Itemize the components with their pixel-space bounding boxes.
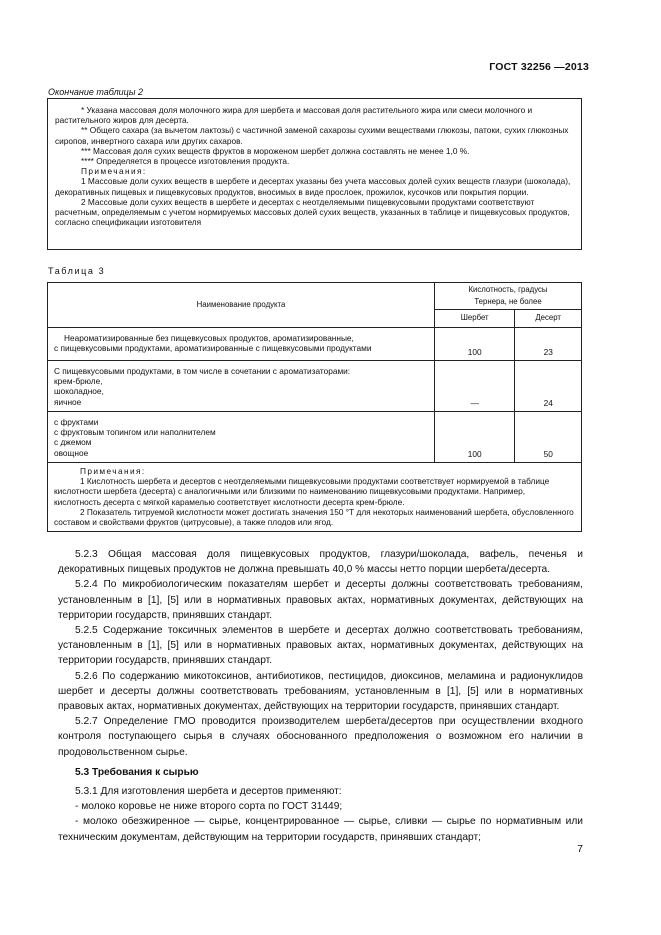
list-item: - молоко обезжиренное — сырье, концентрированное — сырье, сливки — сырье по нормативным или техническим документам, действующим на территории государств, принявших стандарт; [58,816,583,843]
header-dessert: Десерт [515,310,582,328]
row-line: С пищевкусовыми продуктами, в том числе в сочетании с ароматизаторами: [54,366,351,376]
sherbet-value: — [435,361,515,412]
row-line: шоколадное, [54,386,104,397]
note-1: 1 Кислотность шербета и десертов с неотделяемыми пищевкусовыми продуктами соответствует нормируемой в таблице кислотности шербета (десерта) с аналогичными или близкими по наименованию пищевкусовыми продуктами. Например, кислотность десерта с мягкой карамелью соответствует кислотности десерта крем-брюле. [54,476,550,507]
dessert-value: 50 [515,412,582,463]
table2-end-caption: Окончание таблицы 2 [48,87,143,97]
row-name [48,328,435,361]
note-2: 2 Массовые доли сухих веществ в шербете и десертах с неотделяемыми пищевкусовыми продуктами соответствуют расчетным, определяемым с учетом нормируемых массовых долей сухих веществ, указанных в таблице и пищевкусовых продуктов, согласно спецификации изготовителя [55,196,570,228]
paragraph-5-2-3: 5.2.3 Общая массовая доля пищевкусовых продуктов, глазури/шоколада, вафель, печенья и декоративных пищевых продуктов не должна превышать 40,0 % массы нетто порции шербета/десерта. [58,549,583,576]
row-line: с фруктами [54,417,99,427]
dessert-value: 24 [515,361,582,412]
footnote-2: ** Общего сахара (за вычетом лактозы) с частичной заменой сахарозы сухими веществами глюкозы, патоки, сухих глюкозных сиропов, инвертного сахара или других сахаров. [55,125,569,146]
table-row [48,361,582,412]
table3-caption: Таблица 3 [48,266,106,276]
header-product-name: Наименование продукта [48,283,435,328]
paragraph-5-3-1: 5.3.1 Для изготовления шербета и десертов применяют: [75,786,342,798]
list-item: - молоко коровье не ниже второго сорта по ГОСТ 31449; [75,801,343,813]
notes-title: Примечания: [81,166,147,177]
section-heading-5-3: 5.3 Требования к сырью [75,766,199,778]
table3 [47,282,582,532]
footnote-3: *** Массовая доля сухих веществ фруктов в мороженом шербет должна составлять не менее 1,0 %. [81,145,470,156]
dessert-value: 23 [515,328,582,361]
row-name [48,361,435,412]
row-line: Неароматизированные без пищевкусовых продуктов, ароматизированные, [64,333,354,343]
notes-title: Примечания: [80,466,146,476]
row-line: овощное [54,447,89,458]
table-row [48,328,582,361]
header-sherbet: Шербет [435,310,515,328]
paragraph-5-2-7: 5.2.7 Определение ГМО проводится производителем шербета/десертов при осуществлении входного контроля поступающего сырья в случаях обоснованного предположения о возможном его наличии в продовольственном сырье. [58,716,583,758]
header-acidity-line2: Тернера, не более [474,297,542,306]
standard-code-header: ГОСТ 32256 —2013 [489,61,589,73]
page-number: 7 [577,843,583,855]
paragraph-5-2-4: 5.2.4 По микробиологическим показателям шербет и десерты должны соответствовать требованиям, установленным в [1], [5] или в нормативных правовых актах, нормативных документах, действующих на территории государств, принявших стандарт. [58,579,583,621]
note-1: 1 Массовые доли сухих веществ в шербете и десертах указаны без учета массовых долей сухих веществ глазури (шоколада), декоративных пищевых и пищевкусовых продуктов, вносимых в виде прослоек, прожилок, кусочков или покрытия порции. [55,176,571,197]
row-line: с фруктовым топингом или наполнителем [54,427,216,438]
row-line: с пищевкусовыми продуктами, ароматизированные с пищевкусовыми продуктами [54,343,372,354]
row-line: яичное [54,396,82,407]
table2-footnotes-box [47,98,582,250]
paragraph-5-2-5: 5.2.5 Содержание токсичных элементов в шербете и десертах должно соответствовать требованиям, установленным в [1], [5] или в нормативных правовых актах, нормативных документах, действующих на территории государств, принявших стандарт. [58,625,583,667]
table-row [48,412,582,463]
body-text [58,547,583,845]
row-line: с джемом [54,437,92,448]
sherbet-value: 100 [435,328,515,361]
row-name [48,412,435,463]
note-2: 2 Показатель титруемой кислотности может достигать значения 150 °Т для некоторых наименований шербета, обусловленного составом и свойствами фруктов (цитрусовые), а также плодов или ягод. [54,506,574,528]
header-acidity-line1: Кислотность, градусы [468,285,548,294]
row-line: крем-брюле, [54,376,103,387]
sherbet-value: 100 [435,412,515,463]
header-acidity [435,283,582,310]
paragraph-5-2-6: 5.2.6 По содержанию микотоксинов, антибиотиков, пестицидов, диоксинов, меламина и радионуклидов шербет и десерты должны соответствовать требованиям, установленным в [1], [5] или в нормативных правовых актах, нормативных документах, действующих на территории государств, принявших стандарт. [58,670,583,713]
table3-notes [48,463,582,532]
footnote-1: * Указана массовая доля молочного жира для шербета и массовая доля растительного жира или смеси молочного и растительного жиров для десерта. [55,105,533,126]
footnote-4: **** Определяется в процессе изготовления продукта. [81,156,290,167]
